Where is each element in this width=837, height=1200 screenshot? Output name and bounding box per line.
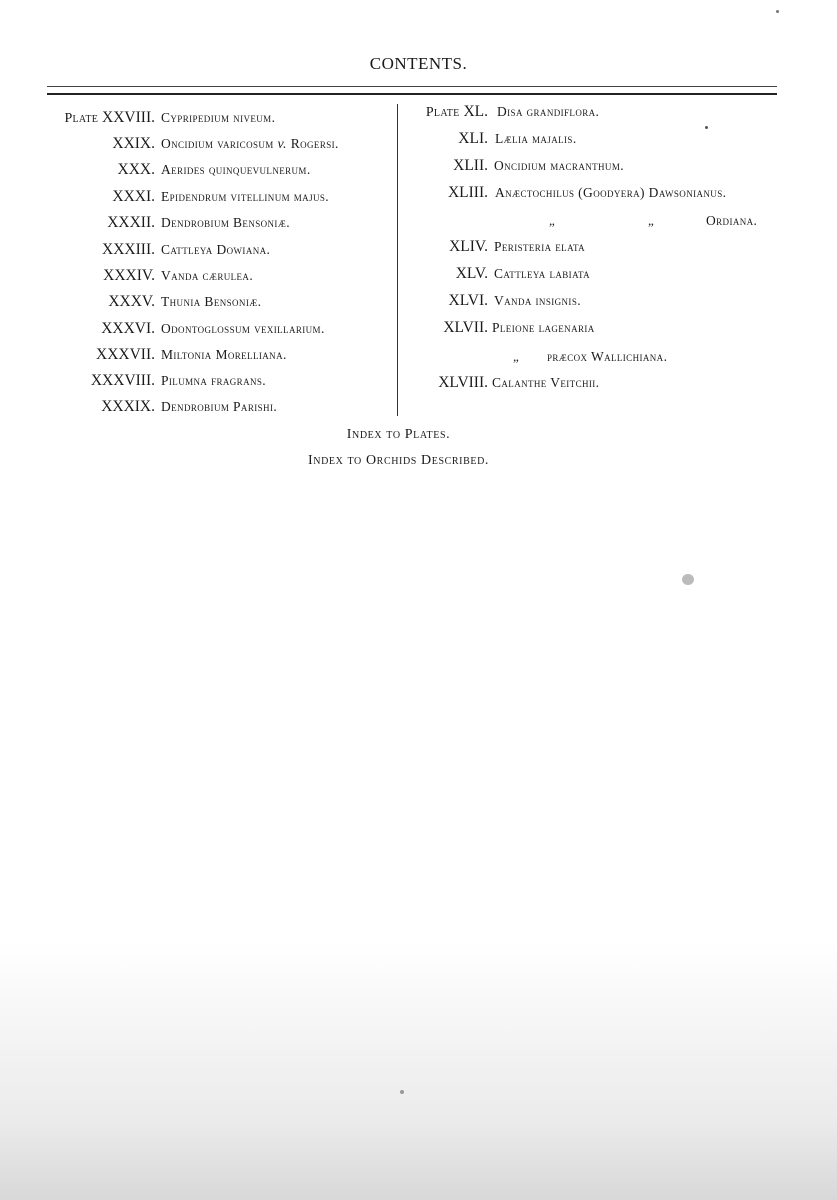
plate-numeral: XXIX. [112,135,155,152]
plate-numeral: XXXI. [112,188,155,205]
index-to-orchids: Index to Orchids Described. [307,453,490,468]
plate-numeral: XXXIX. [101,398,155,415]
plate-numeral: XXXII. [107,214,155,231]
plate-numeral: XLVI. [448,292,488,309]
orchid-name: Pleione lagenaria [492,320,595,335]
ditto-mark: „ [549,213,555,228]
plate-numeral: XL. [463,103,488,120]
orchid-name: Oncidium varicosum [161,136,274,151]
list-item [0,318,837,338]
variety-abbrev: v. [277,137,287,152]
list-item [0,102,837,122]
orchid-name: Dendrobium Parishi. [161,399,278,414]
plate-numeral: XLV. [455,265,488,282]
list-item [0,347,837,367]
plate-numeral: XXXVII. [96,346,155,363]
plate-numeral: XXX. [117,161,155,178]
scan-speck [682,574,694,585]
orchid-name: Vanda insignis. [494,293,581,308]
orchid-name: Cattleya Dowiana. [161,242,271,257]
orchid-name: Peristeria elata [494,239,586,254]
orchid-name: Odontoglossum vexillarium. [161,321,325,336]
orchid-name: Calanthe Veitchii. [492,375,600,390]
list-item [0,291,837,311]
orchid-name-suffix: Rogersi. [290,136,339,151]
plate-numeral: XLII. [453,157,488,174]
list-item [0,156,837,176]
list-item [0,237,837,257]
orchid-name: Cypripedium niveum. [161,110,276,125]
orchid-name: Aerides quinquevulnerum. [161,162,311,177]
orchid-name: Anæctochilus (Goodyera) Dawsonianus. [495,185,727,200]
orchid-name: Dendrobium Bensoniæ. [161,215,291,230]
list-item [0,183,837,203]
orchid-name: Vanda cærulea. [161,268,254,283]
orchid-name: Thunia Bensoniæ. [161,294,262,309]
plate-label: Plate [425,105,460,120]
page-title: CONTENTS. [369,54,468,73]
list-item [0,264,837,284]
orchid-name: Epidendrum vitellinum majus. [161,189,330,204]
orchid-name: præcox Wallichiana. [547,349,668,364]
list-item [0,211,837,231]
plate-numeral: XXXVI. [101,320,155,337]
list-item [0,129,837,149]
page-shading [0,940,837,1200]
plate-numeral: XXXV. [108,293,155,310]
list-item [0,397,837,417]
plate-numeral: XXXIV. [103,267,155,284]
plate-numeral: XLVII. [443,319,488,336]
list-item [0,373,837,393]
plate-numeral: XXXIII. [102,241,155,258]
plate-numeral: XLIV. [449,238,488,255]
index-to-plates: Index to Plates. [346,427,451,442]
plate-numeral: XLI. [458,130,488,147]
scan-speck [776,10,779,13]
plate-numeral: XXVIII. [102,109,155,126]
orchid-name: Ordiana. [706,213,758,228]
plate-numeral: XLVIII. [438,374,488,391]
plate-label: Plate [64,111,99,126]
plate-numeral: XXXVIII. [90,372,155,389]
scan-speck [400,1090,404,1094]
orchid-name: Lælia majalis. [495,131,577,146]
ditto-mark: „ [648,213,654,228]
orchid-name: Miltonia Morelliana. [161,347,287,362]
orchid-name: Oncidium macranthum. [494,158,625,173]
plate-numeral: XLIII. [447,184,488,201]
orchid-name: Disa grandiflora. [497,104,600,119]
ditto-mark: „ [513,349,519,364]
title-rule [47,86,777,95]
orchid-name: Cattleya labiata [494,266,591,281]
orchid-name: Pilumna fragrans. [161,373,267,388]
scan-speck [705,126,708,129]
